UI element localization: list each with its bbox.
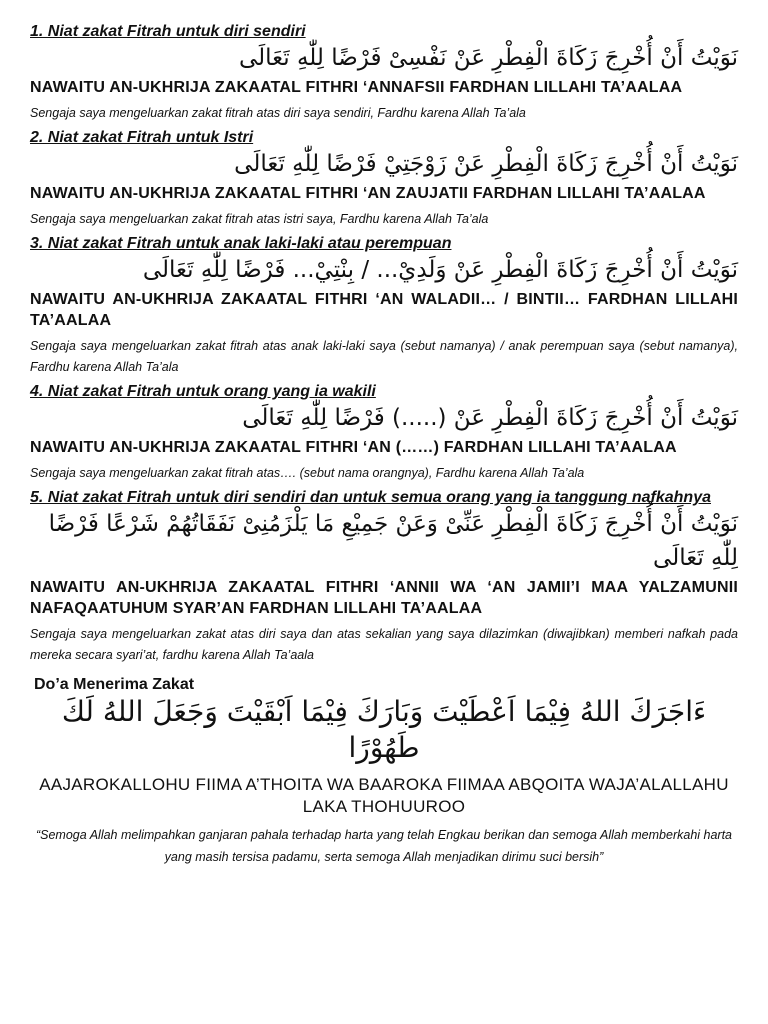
arabic-text: نَوَيْتُ أَنْ أُخْرِجَ زَكَاةَ الْفِطْرِ عَنْ نَفْسِىْ فَرْضًا لِلّٰهِ تَعَالَى — [238, 45, 738, 71]
arabic-text: نَوَيْتُ أَنْ أُخْرِجَ زَكَاةَ الْفِطْرِ عَنْ وَلَدِيْ... / بِنْتِيْ... فَرْضًا لِلّٰهِ تَعَالَى — [142, 257, 738, 283]
doa-section — [30, 676, 738, 868]
arabic-text: نَوَيْتُ أَنْ أُخْرِجَ زَكَاةَ الْفِطْرِ عَنِّىْ وَعَنْ جَمِيْعِ مَا يَلْزَمُنِىْ نَفَقَاتُهُمْ شَرْعًا فَرْضًا لِلّٰهِ تَعَالَى — [48, 511, 738, 571]
arabic-text: نَوَيْتُ أَنْ أُخْرِجَ زَكَاةَ الْفِطْرِ عَنْ (.....) فَرْضًا لِلّٰهِ تَعَالَى — [242, 405, 738, 431]
doa-title: Do’a Menerima Zakat — [34, 676, 195, 693]
section-heading: 3. Niat zakat Fitrah untuk anak laki-laki atau perempuan — [30, 235, 452, 252]
niat-section-4 — [30, 382, 738, 484]
latin-transliteration: NAWAITU AN-UKHRIJA ZAKAATAL FITHRI ‘AN (……) FARDHAN LILLAHI TA’AALAA — [30, 439, 677, 456]
meaning-text: Sengaja saya mengeluarkan zakat fitrah atas istri saya, Fardhu karena Allah Ta’ala — [30, 212, 489, 226]
section-heading: 2. Niat zakat Fitrah untuk Istri — [30, 129, 254, 146]
meaning-text: Sengaja saya mengeluarkan zakat atas diri saya dan atas sekalian yang saya dilazimkan (diwajibkan) memberi nafkah pada mereka secara syari’at, fardhu karena Allah Ta’aala — [30, 627, 738, 662]
latin-transliteration: NAWAITU AN-UKHRIJA ZAKAATAL FITHRI ‘AN WALADII… / BINTII… FARDHAN LILLAHI TA’AALAA — [30, 291, 738, 329]
doa-arabic-text: ءَاجَرَكَ اللهُ فِيْمَا اَعْطَيْتَ وَبَارَكَ فِيْمَا اَبْقَيْتَ وَجَعَلَ اللهُ لَكَ طَهُوْرًا — [61, 695, 707, 764]
section-heading: 1. Niat zakat Fitrah untuk diri sendiri — [30, 23, 306, 40]
meaning-text: Sengaja saya mengeluarkan zakat fitrah atas anak laki-laki saya (sebut namanya) / anak perempuan saya (sebut namanya), Fardhu karena Allah Ta’ala — [30, 339, 738, 374]
latin-transliteration: NAWAITU AN-UKHRIJA ZAKAATAL FITHRI ‘AN ZAUJATII FARDHAN LILLAHI TA’AALAA — [30, 185, 706, 202]
doa-latin-transliteration: AAJAROKALLOHU FIIMA A’THOITA WA BAAROKA FIIMAA ABQOITA WAJA’ALALLAHU LAKA THOHUUROO — [39, 775, 729, 816]
niat-section-1 — [30, 22, 738, 124]
doa-meaning-text: “Semoga Allah melimpahkan ganjaran pahala terhadap harta yang telah Engkau berikan dan semoga Allah memberkahi harta yang masih tersisa padamu, serta semoga Allah menjadikan dirimu suci bersih” — [35, 828, 733, 864]
niat-section-3 — [30, 234, 738, 378]
meaning-text: Sengaja saya mengeluarkan zakat fitrah atas…. (sebut nama orangnya), Fardhu karena Allah Ta’ala — [30, 466, 585, 480]
arabic-text: نَوَيْتُ أَنْ أُخْرِجَ زَكَاةَ الْفِطْرِ عَنْ زَوْجَتِيْ فَرْضًا لِلّٰهِ تَعَالَى — [234, 151, 738, 177]
niat-section-2 — [30, 128, 738, 230]
section-heading: 5. Niat zakat Fitrah untuk diri sendiri dan untuk semua orang yang ia tanggung nafkahnya — [30, 489, 711, 506]
section-heading: 4. Niat zakat Fitrah untuk orang yang ia wakili — [30, 383, 376, 400]
niat-section-5 — [30, 488, 738, 666]
meaning-text: Sengaja saya mengeluarkan zakat fitrah atas diri saya sendiri, Fardhu karena Allah Ta’ala — [30, 106, 526, 120]
latin-transliteration: NAWAITU AN-UKHRIJA ZAKAATAL FITHRI ‘ANNII WA ‘AN JAMII’I MAA YALZAMUNII NAFAQAATUHUM SYAR’AN FARDHAN LILLAHI TA’AALAA — [30, 579, 738, 617]
latin-transliteration: NAWAITU AN-UKHRIJA ZAKAATAL FITHRI ‘ANNAFSII FARDHAN LILLAHI TA’AALAA — [30, 79, 683, 96]
